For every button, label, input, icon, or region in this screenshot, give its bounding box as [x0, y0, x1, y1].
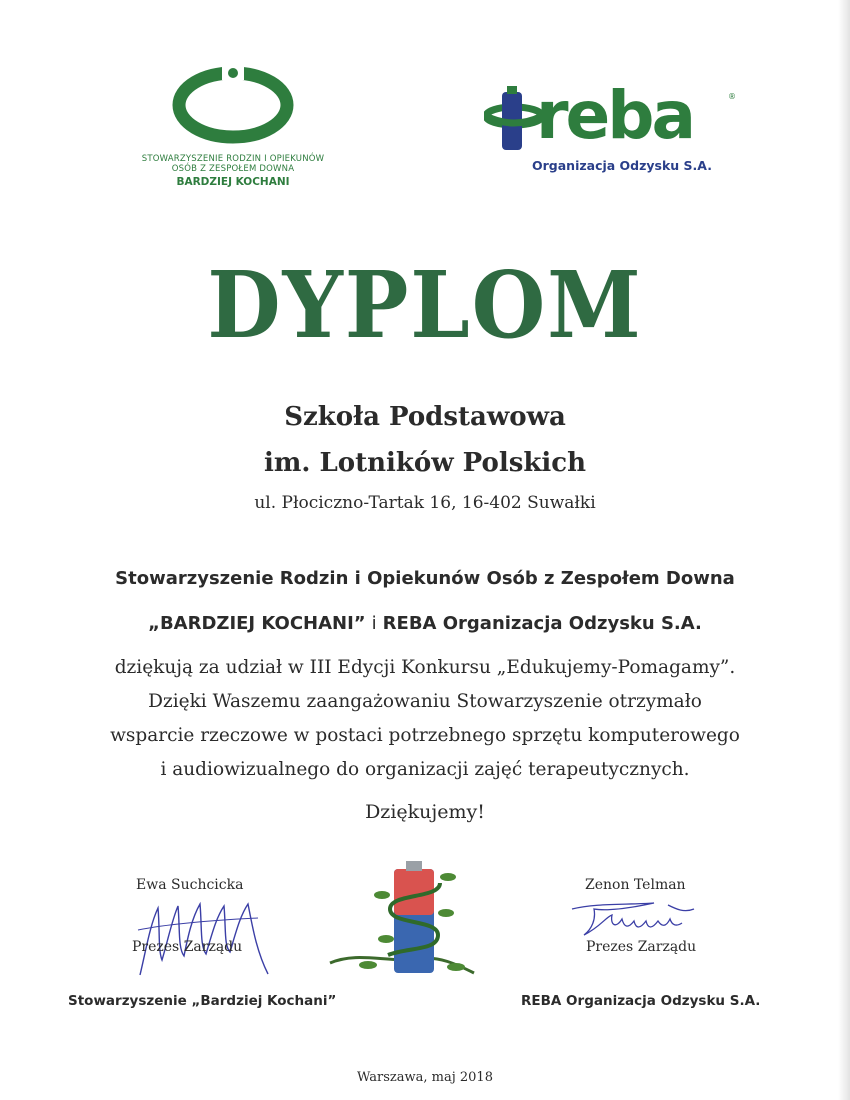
right-handwritten-signature — [566, 895, 706, 945]
organizer-b: REBA Organizacja Odzysku S.A. — [382, 613, 702, 634]
left-signer-name: Ewa Suchcicka — [136, 877, 244, 893]
left-signer-organization: Stowarzyszenie „Bardziej Kochani” — [68, 993, 337, 1009]
recipient-address: ul. Płociczno-Tartak 16, 16-402 Suwałki — [254, 493, 596, 513]
reba-battery-mark-icon — [484, 86, 544, 156]
reba-wordmark: reba — [536, 77, 694, 154]
bk-logo-line3: BARDZIEJ KOCHANI — [176, 176, 290, 188]
bardziej-kochani-emblem-icon — [168, 62, 298, 154]
reba-registered-mark: ® — [728, 92, 736, 101]
recipient-name-line1: Szkoła Podstawowa — [284, 402, 566, 432]
paper-edge — [838, 0, 850, 1100]
diploma-title: DYPLOM — [207, 251, 643, 359]
body-line4: i audiowizualnego do organizacji zajęć terapeutycznych. — [160, 759, 690, 780]
organizers-line1: Stowarzyszenie Rodzin i Opiekunów Osób z Zespołem Downa — [115, 568, 735, 589]
bk-logo-line2: OSÓB Z ZESPOŁEM DOWNA — [171, 164, 295, 174]
reba-logo — [484, 77, 746, 180]
body-line1: dziękują za udział w III Edycji Konkursu „Edukujemy-Pomagamy”. — [114, 657, 736, 678]
bardziej-kochani-logo — [128, 62, 338, 188]
thanks-text: Dziękujemy! — [365, 801, 485, 823]
right-signer-name: Zenon Telman — [585, 877, 686, 893]
left-handwritten-signature — [128, 890, 278, 980]
organizers-conjunction: i — [371, 613, 377, 634]
right-signer-organization: REBA Organizacja Odzysku S.A. — [521, 993, 761, 1009]
bk-logo-line1: STOWARZYSZENIE RODZIN I OPIEKUNÓW — [141, 154, 325, 164]
organizers-line2 — [0, 613, 850, 634]
reba-subtitle: Organizacja Odzysku S.A. — [532, 158, 712, 173]
body-line3: wsparcie rzeczowe w postaci potrzebnego sprzętu komputerowego — [110, 725, 740, 746]
body-line2: Dzięki Waszemu zaangażowaniu Stowarzyszenie otrzymało — [148, 691, 702, 712]
recipient-name-line2: im. Lotników Polskich — [263, 448, 587, 478]
battery-with-vine-illustration — [328, 855, 478, 985]
right-signer-role: Prezes Zarządu — [586, 939, 697, 955]
organizer-a: „BARDZIEJ KOCHANI” — [148, 613, 366, 634]
left-signer-role: Prezes Zarządu — [132, 939, 243, 955]
place-and-date: Warszawa, maj 2018 — [357, 1070, 493, 1085]
